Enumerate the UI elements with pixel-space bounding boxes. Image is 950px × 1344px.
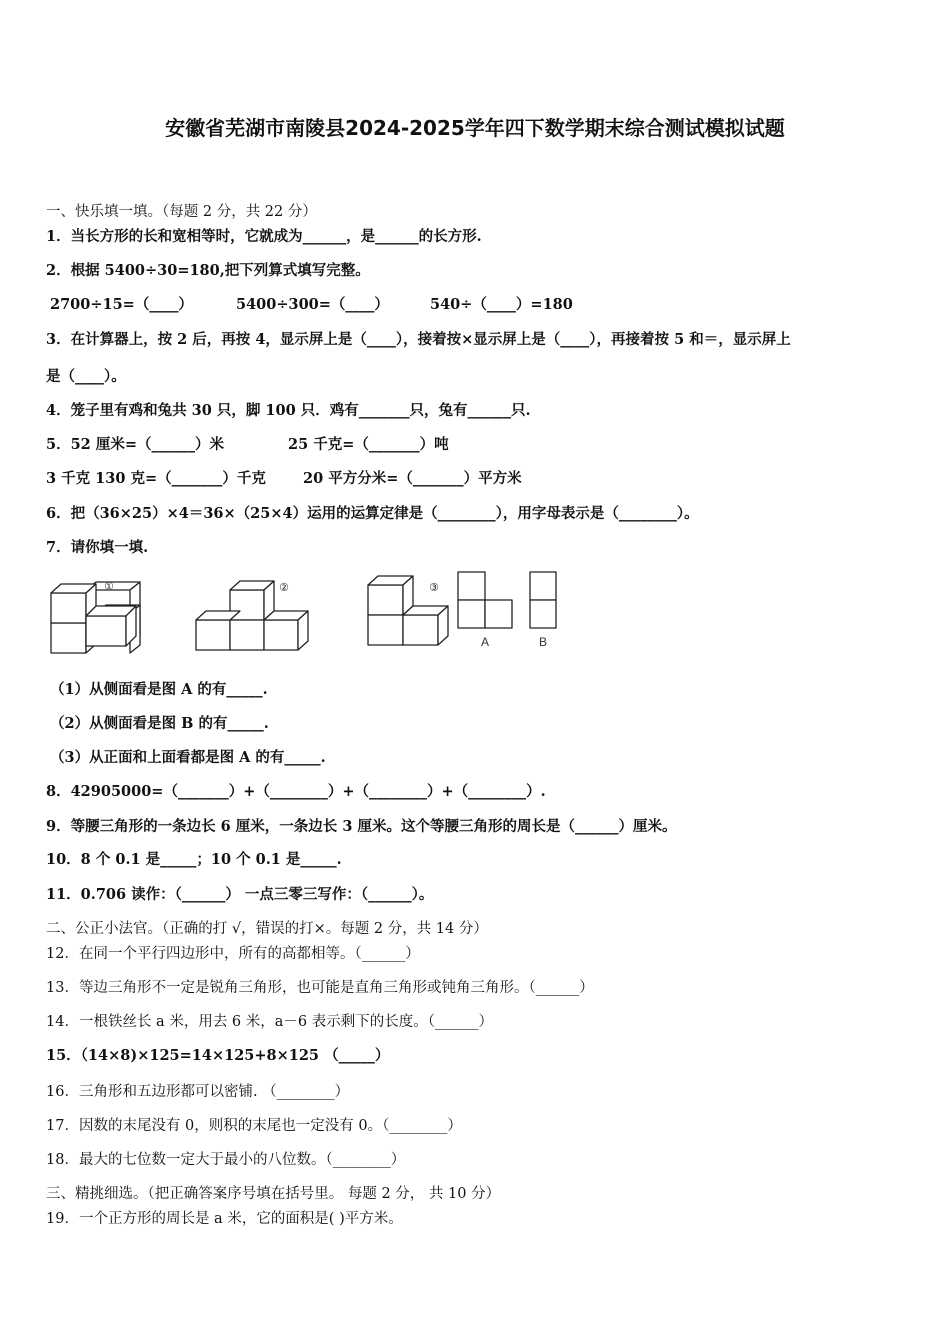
question-9: 9．等腰三角形的一条边长 6 厘米，一条边长 3 厘米。这个等腰三角形的周长是（______）厘米。 (46, 818, 677, 835)
question-16: 16．三角形和五边形都可以密铺. （________） (46, 1084, 350, 1100)
question-2a: 2700÷15=（____） (50, 296, 193, 313)
question-19: 19．一个正方形的周长是 a 米，它的面积是( )平方米。 (46, 1211, 403, 1227)
question-2b: 5400÷300=（____） (236, 296, 389, 313)
page-title: 安徽省芜湖市南陵县2024-2025学年四下数学期末综合测试模拟试题 (165, 116, 785, 140)
question-1: 1．当长方形的长和宽相等时，它就成为______，是______的长方形. (46, 228, 482, 245)
question-3-line1: 3．在计算器上，按 2 后，再按 4，显示屏上是（____），接着按×显示屏上是（____），再接着按 5 和＝，显示屏上 (46, 331, 791, 348)
question-7: 7．请你填一填. (46, 539, 149, 556)
question-5d: 20 平方分米=（_______）平方米 (303, 470, 522, 487)
figure-label-a: A (481, 635, 490, 649)
figure-label-b: B (539, 635, 548, 649)
figure-label-2: ② (279, 582, 289, 594)
question-14: 14．一根铁丝长 a 米，用去 6 米，a－6 表示剩下的长度。（______） (46, 1014, 493, 1030)
cube-figure-2 (196, 581, 308, 650)
section-3-heading: 三、精挑细选。（把正确答案序号填在括号里。 每题 2 分， 共 10 分） (46, 1186, 501, 1202)
question-10: 10．8 个 0.1 是_____；10 个 0.1 是_____. (46, 851, 342, 868)
question-7-2: （2）从侧面看是图 B 的有_____. (50, 715, 269, 732)
question-5c: 3 千克 130 克=（_______）千克 (46, 470, 266, 487)
section-2-heading: 二、公正小法官。（正确的打 √，错误的打×。每题 2 分，共 14 分） (46, 921, 488, 937)
question-6: 6．把（36×25）×4＝36×（25×4）运用的运算定律是（________），用字母表示是（________）。 (46, 505, 699, 522)
view-a-diagram (458, 572, 512, 628)
question-13: 13．等边三角形不一定是锐角三角形，也可能是直角三角形或钝角三角形。（______） (46, 980, 594, 996)
question-3-line2: 是（____）。 (46, 368, 126, 385)
question-5a: 5．52 厘米=（______）米 (46, 436, 224, 453)
question-18: 18．最大的七位数一定大于最小的八位数。（________） (46, 1152, 406, 1168)
figure-label-1: ① (104, 581, 114, 593)
question-4: 4．笼子里有鸡和兔共 30 只，脚 100 只．鸡有_______只，兔有______只. (46, 402, 531, 419)
cube-figure-1-detail (86, 606, 136, 646)
question-8: 8．42905000=（_______）+（________）+（________）+（________）. (46, 783, 546, 800)
figure-label-3: ③ (429, 582, 439, 594)
question-11: 11．0.706 读作：（______） 一点三零三写作：（______）。 (46, 886, 434, 903)
cube-figures (46, 568, 566, 668)
question-15: 15．（14×8)×125=14×125+8×125 （_____） (46, 1047, 390, 1064)
question-2: 2．根据 5400÷30=180,把下列算式填写完整。 (46, 262, 370, 279)
question-5b: 25 千克=（_______）吨 (288, 436, 449, 453)
view-b-diagram (530, 572, 556, 628)
section-1-heading: 一、快乐填一填。（每题 2 分，共 22 分） (46, 204, 317, 220)
question-2c: 540÷（____）=180 (430, 296, 573, 313)
question-12: 12．在同一个平行四边形中，所有的高都相等。（______） (46, 946, 420, 962)
question-17: 17．因数的末尾没有 0，则积的末尾也一定没有 0。（________） (46, 1118, 462, 1134)
question-7-3: （3）从正面和上面看都是图 A 的有_____. (50, 749, 326, 766)
question-7-1: （1）从侧面看是图 A 的有_____. (50, 681, 268, 698)
